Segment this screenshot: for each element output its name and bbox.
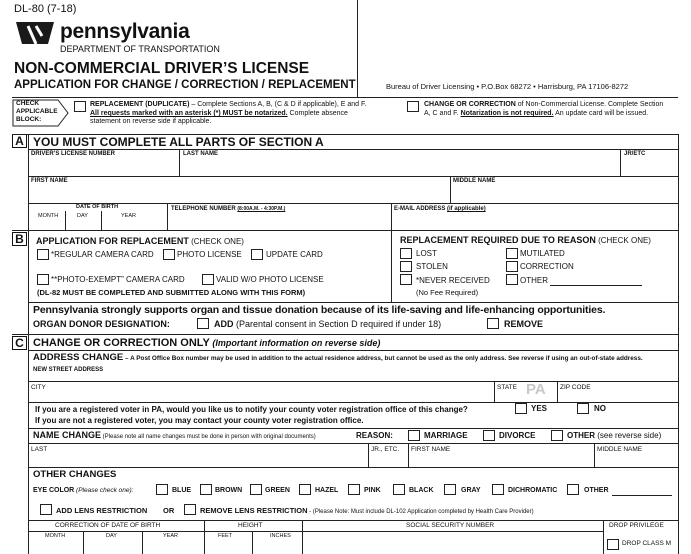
section-c-top-rule [12,334,678,335]
divider [252,531,253,554]
other-name-reason-label: OTHER (see reverse side) [567,431,662,440]
address-change-heading: ADDRESS CHANGE – A Post Office Box number may be used in addition to the actual residence address, but cannot be used as the only address. See reverse if using an out-of-state address. [33,352,643,363]
city-field[interactable] [31,393,491,402]
dob-correction-label: CORRECTION OF DATE OF BIRTH [55,522,161,529]
new-street-label: NEW STREET ADDRESS [33,367,104,373]
rule [28,350,678,351]
voter-question-2: If you are not a registered voter, you may contact your county voter registration office. [35,416,364,425]
drop-class-m-label: DROP CLASS M [622,540,672,547]
voter-yes-checkbox[interactable] [515,403,527,414]
stolen-checkbox[interactable] [400,261,412,272]
valid-wo-photo-label: VALID W/O PHOTO LICENSE [216,275,324,284]
license-number-label: DRIVER’S LICENSE NUMBER [31,151,116,157]
mutilated-checkbox[interactable] [506,248,518,259]
divider [167,203,168,230]
rule [28,443,678,444]
drop-class-m-checkbox[interactable] [607,539,619,550]
first-name-label: FIRST NAME [31,178,68,184]
divider [204,520,205,554]
right-border [678,134,679,554]
stolen-label: STOLEN [416,262,448,271]
bureau-address: Bureau of Driver Licensing • P.O.Box 68272 • Harrisburg, PA 17106-8272 [386,82,629,91]
section-a-rule-1 [28,149,678,150]
rule [28,176,678,177]
divider [620,149,621,176]
rule [28,381,678,382]
divider [83,531,84,554]
new-last-name-field[interactable] [31,455,365,466]
eye-gray-checkbox[interactable] [444,484,456,495]
new-middle-name-field[interactable] [597,455,677,466]
update-card-checkbox[interactable] [251,249,263,260]
eye-blue-checkbox[interactable] [156,484,168,495]
check-label-2: APPLICABLE [16,108,58,115]
add-lens-checkbox[interactable] [40,504,52,515]
organ-add-label: ADD (Parental consent in Section D required if under 18) [214,319,442,329]
middle-name-label: MIDDLE NAME [453,178,496,184]
rule [28,520,678,521]
eye-green-label: GREEN [265,487,290,494]
section-b-left-border [28,230,29,334]
state-label: STATE [497,384,517,391]
other-changes-heading: OTHER CHANGES [33,469,117,480]
eye-hazel-label: HAZEL [315,487,339,494]
license-number-field[interactable] [31,159,177,175]
rule [28,531,603,532]
divider [302,520,303,554]
divider [368,443,369,467]
jr-etc-label: JR/ETC [624,151,646,157]
ssn-field[interactable] [305,533,601,553]
name-change-heading: NAME CHANGE (Please note all name changes must be done in person with original documents) [33,430,316,440]
voter-yes-label: YES [531,404,548,413]
section-a-letter: A [12,134,27,148]
other-reason-checkbox[interactable] [506,274,518,285]
dl82-note: (DL-82 MUST BE COMPLETED AND SUBMITTED ALONG WITH THIS FORM) [37,288,306,297]
organ-remove-label: REMOVE [504,319,544,329]
check-label-1: CHECK [16,100,40,107]
organ-remove-checkbox[interactable] [487,318,499,329]
divider [594,443,595,467]
telephone-field[interactable] [170,214,388,229]
change-correction-checkbox[interactable] [407,101,419,112]
eye-dichromatic-label: DICHROMATIC [508,487,558,494]
eye-brown-checkbox[interactable] [200,484,212,495]
height-inches-label: INCHES [270,533,291,539]
reason-heading: REPLACEMENT REQUIRED DUE TO REASON (CHECK ONE) [400,235,651,245]
section-a-left-border [28,134,29,230]
other-reason-field[interactable] [550,285,642,286]
eye-dichromatic-checkbox[interactable] [492,484,504,495]
divider [142,531,143,554]
divider [179,149,180,176]
dob-c-day-label: DAY [106,533,117,539]
zip-field[interactable] [560,393,677,402]
replacement-checkbox[interactable] [74,101,86,112]
state-value: PA [526,381,546,398]
mutilated-label: MUTILATED [520,249,565,258]
or-label: OR [163,506,175,515]
eye-hazel-checkbox[interactable] [299,484,311,495]
telephone-label: TELEPHONE NUMBER (8:00A.M. - 4:30P.M.) [171,206,286,212]
never-received-checkbox[interactable] [400,274,412,285]
section-b-top-rule [12,230,678,231]
divider [450,176,451,203]
section-c-left-border [28,334,29,554]
replacement-line-2: All requests marked with an asterisk (*) MUST be notarized. Complete absence [90,110,348,117]
eye-gray-label: GRAY [461,487,481,494]
photo-exempt-label: **PHOTO-EXEMPT” CAMERA CARD [51,275,185,284]
voter-question-1: If you are a registered voter in PA, would you like us to notify your county voter registration office of this change? [35,405,468,414]
name-last-label: LAST [31,446,48,453]
name-jr-label: JR., ETC. [371,446,400,453]
section-b-divider [391,230,392,302]
dob-month-label: MONTH [38,213,59,219]
replacement-line-3: statement on reverse side if applicable. [90,118,212,125]
add-lens-label: ADD LENS RESTRICTION [56,506,148,515]
new-first-name-field[interactable] [411,455,592,466]
organ-statement: Pennsylvania strongly supports organ and tissue donation because of its life-saving and life-enhancing opportunities. [33,304,606,316]
pennsylvania-keystone-logo [14,20,56,46]
middle-name-field[interactable] [453,186,677,202]
divider [494,381,495,402]
replacement-line-1: REPLACEMENT (DUPLICATE) – Complete Sections A, B, (C & D if applicable), E and F. [90,101,367,108]
no-fee-note: (No Fee Required) [416,288,479,297]
voter-no-checkbox[interactable] [577,403,589,414]
last-name-label: LAST NAME [183,151,218,157]
dob-label: DATE OF BIRTH [76,204,119,210]
form-title: NON-COMMERCIAL DRIVER’S LICENSE [14,60,310,77]
marriage-checkbox[interactable] [408,430,420,441]
lost-checkbox[interactable] [400,248,412,259]
zip-label: ZIP CODE [560,384,591,391]
section-a-heading: YOU MUST COMPLETE ALL PARTS OF SECTION A [33,135,324,149]
divider [391,203,392,230]
header-divider [357,0,358,98]
dob-year-label: YEAR [121,213,136,219]
organ-add-checkbox[interactable] [197,318,209,329]
email-field[interactable] [394,214,677,229]
section-c-letter: C [12,336,27,350]
remove-lens-checkbox[interactable] [184,504,196,515]
remove-lens-label: REMOVE LENS RESTRICTION - (Please Note: Must include DL-102 Application completed by Health Care Provider) [200,506,534,515]
name-first-label: FIRST NAME [411,446,451,453]
valid-wo-photo-checkbox[interactable] [202,274,214,285]
height-label: HEIGHT [238,522,263,529]
other-name-reason-checkbox[interactable] [551,430,563,441]
eye-pink-label: PINK [364,487,381,494]
organ-designation-label: ORGAN DONOR DESIGNATION: [33,319,170,329]
update-card-label: UPDATE CARD [266,250,323,259]
regular-camera-checkbox[interactable] [37,249,49,260]
rule [28,302,678,303]
rule [28,203,678,204]
drop-privilege-label: DROP PRIVILEGE [609,522,664,529]
lost-label: LOST [416,249,437,258]
divorce-label: DIVORCE [499,431,536,440]
new-street-field[interactable] [31,374,677,381]
new-jr-field[interactable] [371,455,406,466]
last-name-field[interactable] [182,159,618,175]
marriage-label: MARRIAGE [424,431,468,440]
dob-c-year-label: YEAR [163,533,178,539]
change-line-1: CHANGE OR CORRECTION of Non-Commercial License. Complete Section [424,101,664,108]
correction-checkbox[interactable] [506,261,518,272]
photo-exempt-checkbox[interactable] [37,274,49,285]
email-label: E-MAIL ADDRESS (if applicable) [394,206,486,212]
divorce-checkbox[interactable] [483,430,495,441]
dob-c-month-label: MONTH [45,533,66,539]
section-c-heading: CHANGE OR CORRECTION ONLY (Important information on reverse side) [33,337,381,349]
eye-other-label: OTHER [584,487,609,494]
name-middle-label: MIDDLE NAME [597,446,643,453]
jr-etc-field[interactable] [623,159,677,175]
rule [28,428,678,429]
form-subtitle: APPLICATION FOR CHANGE / CORRECTION / REPLACEMENT [14,79,356,91]
check-label-3: BLOCK: [16,116,42,123]
divider [408,443,409,467]
divider [557,381,558,402]
voter-no-label: NO [594,404,606,413]
other-reason-label: OTHER [520,276,548,285]
ssn-label: SOCIAL SECURITY NUMBER [406,522,495,529]
city-label: CITY [31,384,46,391]
eye-blue-label: BLUE [172,487,192,494]
eye-pink-checkbox[interactable] [348,484,360,495]
brand-name: pennsylvania [60,20,190,43]
reason-label: REASON: [356,431,393,440]
height-feet-label: FEET [218,533,233,539]
photo-license-label: PHOTO LICENSE [177,250,242,259]
change-line-2: A, C and F. Notarization is not required. An update card will be issued. [424,110,649,117]
replacement-heading: APPLICATION FOR REPLACEMENT (CHECK ONE) [36,236,244,246]
eye-brown-label: BROWN [215,487,243,494]
eye-black-checkbox[interactable] [393,484,405,495]
correction-label: CORRECTION [520,262,574,271]
eye-green-checkbox[interactable] [250,484,262,495]
header-rule [12,97,678,98]
eye-other-field[interactable] [612,495,672,496]
eye-black-label: BLACK [409,487,434,494]
rule [28,467,678,468]
photo-license-checkbox[interactable] [163,249,175,260]
first-name-field[interactable] [31,186,447,202]
dob-day-label: DAY [77,213,88,219]
never-received-label: *NEVER RECEIVED [416,276,490,285]
section-b-letter: B [12,232,27,246]
department-name: DEPARTMENT OF TRANSPORTATION [60,44,220,54]
divider [603,520,604,554]
eye-other-checkbox[interactable] [567,484,579,495]
form-number: DL-80 (7-18) [14,3,77,15]
regular-camera-label: *REGULAR CAMERA CARD [51,250,154,259]
divider [65,211,66,230]
divider [101,211,102,230]
eye-color-label: EYE COLOR (Please check one): [33,487,134,494]
